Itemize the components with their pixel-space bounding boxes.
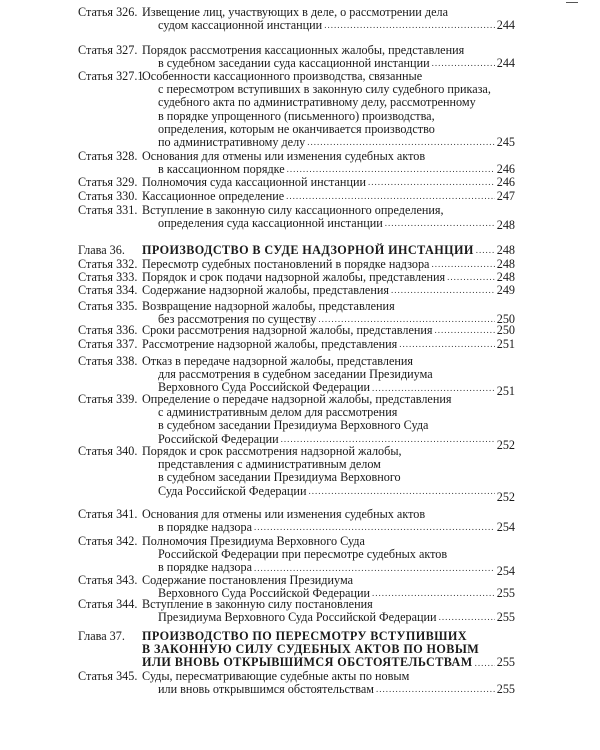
article-number: Статья 337.	[78, 337, 138, 351]
entry-title-line: Полномочия Президиума Верховного Суда	[142, 534, 365, 548]
page-number: 255	[496, 682, 515, 697]
article-entry	[78, 284, 515, 297]
entry-title-line: Сроки рассмотрения надзорной жалобы, представления	[142, 323, 433, 337]
page-number: 248	[496, 218, 515, 233]
entry-title-line: ПРОИЗВОДСТВО ПО ПЕРЕСМОТРУ ВСТУПИВШИХ	[142, 629, 468, 643]
dot-leader	[447, 271, 495, 284]
entry-title-line: ИЛИ ВНОВЬ ОТКРЫВШИМСЯ ОБСТОЯТЕЛЬСТВАМ	[142, 655, 473, 670]
chapter-entry	[78, 244, 515, 257]
dot-leader	[254, 521, 495, 534]
entry-title-line: Определение о передаче надзорной жалобы, представления	[142, 392, 452, 406]
article-number: Статья 344.	[78, 597, 138, 611]
article-entry	[78, 338, 515, 351]
page-number: 248	[496, 270, 515, 284]
page-number: 246	[496, 175, 515, 189]
article-entry	[78, 324, 515, 337]
entry-title-line: Вступление в законную силу постановления	[142, 597, 373, 611]
page-number: 252	[496, 437, 515, 452]
entry-title-line: в порядке надзора	[158, 560, 253, 575]
entry-title-line: с административным делом для рассмотрения	[158, 405, 398, 420]
entry-title-line: по административному делу	[158, 135, 306, 150]
dot-leader	[376, 683, 495, 696]
page-number: 254	[496, 564, 515, 579]
article-number: Статья 331.	[78, 203, 138, 217]
page-number: 254	[496, 520, 515, 535]
entry-title-line: В ЗАКОННУЮ СИЛУ СУДЕБНЫХ АКТОВ ПО НОВЫМ	[142, 642, 480, 657]
article-number: Статья 326.	[78, 5, 138, 19]
page-number: 246	[496, 162, 515, 177]
entry-title-line: Порядок и срок подачи надзорной жалобы, представления	[142, 270, 446, 284]
entry-title-line: Отказ в передаче надзорной жалобы, представления	[142, 354, 414, 368]
article-number: Статья 345.	[78, 669, 138, 683]
page-number: 255	[496, 610, 515, 625]
page-number: 245	[496, 135, 515, 150]
page-number: 252	[496, 489, 515, 504]
article-entry	[78, 203, 515, 233]
article-entry	[78, 534, 515, 579]
page-corner-rule	[566, 2, 578, 3]
article-number: Статья 328.	[78, 149, 138, 163]
entry-title-line: Содержание надзорной жалобы, представления	[142, 283, 389, 297]
entry-title-line: судебного акта по административному делу, рассмотренному	[158, 95, 476, 110]
dot-leader	[308, 485, 494, 498]
article-number: Статья 329.	[78, 175, 138, 189]
article-entry	[78, 444, 515, 504]
entry-title-line: в порядке упрощенного (письменного) производства,	[158, 108, 435, 123]
entry-title-line: определения суда кассационной инстанции	[158, 216, 383, 231]
entry-title-line: Пересмотр судебных постановлений в порядке надзора	[142, 257, 430, 271]
entry-title-line: в судебном заседании Президиума Верховного Суда	[158, 418, 429, 433]
article-entry	[78, 44, 515, 70]
entry-title-line: Особенности кассационного производства, связанные	[142, 69, 423, 83]
article-number: Статья 332.	[78, 257, 138, 271]
chapter-entry	[78, 630, 515, 670]
entry-title-line: или вновь открывшимся обстоятельствам	[158, 682, 374, 697]
dot-leader	[435, 324, 495, 337]
dot-leader	[286, 190, 495, 203]
entry-title-line: без рассмотрения по существу	[158, 312, 317, 327]
entry-title-line: Извещение лиц, участвующих в деле, о рассмотрении дела	[142, 5, 448, 19]
dot-leader	[439, 611, 495, 624]
page-number: 251	[496, 337, 515, 351]
page-number: 251	[496, 384, 515, 399]
dot-leader	[476, 244, 495, 257]
entry-title-line: Порядок рассмотрения кассационных жалобы, представления	[142, 43, 465, 57]
article-number: Статья 333.	[78, 270, 138, 284]
entry-title-line: в судебном заседании Президиума Верховного	[158, 470, 401, 485]
article-number: Статья 327.	[78, 43, 138, 57]
article-entry	[78, 598, 515, 624]
chapter-number: Глава 37.	[78, 629, 125, 643]
article-number: Статья 338.	[78, 354, 138, 368]
page-number: 255	[496, 586, 515, 601]
article-entry	[78, 670, 515, 696]
entry-title-line: с пересмотром вступивших в законную силу судебного приказа,	[158, 82, 491, 97]
dot-leader	[307, 136, 494, 149]
entry-title-line: Российской Федерации при пересмотре судебных актов	[158, 547, 448, 562]
entry-title-line: Полномочия суда кассационной инстанции	[142, 175, 367, 189]
article-entry	[78, 176, 515, 189]
dot-leader	[324, 19, 495, 32]
page-number: 248	[496, 257, 515, 271]
article-entry	[78, 508, 515, 534]
page-number: 249	[496, 283, 515, 297]
article-entry	[78, 190, 515, 203]
article-number: Статья 339.	[78, 392, 138, 406]
entry-title-line: Суды, пересматривающие судебные акты по новым	[142, 669, 410, 683]
dot-leader	[475, 657, 495, 670]
article-number: Статья 336.	[78, 323, 138, 337]
page-number: 250	[496, 323, 515, 337]
page-number: 248	[496, 243, 515, 257]
entry-title-line: для рассмотрения в судебном заседании Президиума	[158, 367, 433, 382]
article-entry	[78, 70, 515, 149]
article-entry	[78, 150, 515, 176]
entry-title-line: Президиума Верховного Суда Российской Федерации	[158, 610, 437, 625]
article-entry	[78, 6, 515, 32]
entry-title-line: Вступление в законную силу кассационного определения,	[142, 203, 444, 217]
entry-title-line: Содержание постановления Президиума	[142, 573, 354, 587]
page-number: 255	[496, 655, 515, 670]
entry-title-line: судом кассационной инстанции	[158, 18, 323, 33]
page-number: 247	[496, 189, 515, 203]
dot-leader	[368, 176, 495, 189]
entry-title-line: Порядок и срок рассмотрения надзорной жалобы,	[142, 444, 402, 458]
article-number: Статья 340.	[78, 444, 138, 458]
dot-leader	[391, 284, 495, 297]
entry-title-line: Рассмотрение надзорной жалобы, представления	[142, 337, 398, 351]
page-number: 244	[496, 18, 515, 33]
entry-title-line: Кассационное определение	[142, 189, 285, 203]
article-number: Статья 335.	[78, 299, 138, 313]
article-number: Статья 342.	[78, 534, 138, 548]
dot-leader	[385, 217, 495, 230]
article-number: Статья 343.	[78, 573, 138, 587]
entry-title-line: в кассационном порядке	[158, 162, 285, 177]
dot-leader	[399, 338, 495, 351]
entry-title-line: в судебном заседании суда кассационной инстанции	[158, 56, 430, 71]
page-number: 250	[496, 312, 515, 327]
article-number: Статья 327.1.	[78, 69, 147, 83]
entry-title-line: Основания для отмены или изменения судебных актов	[142, 507, 426, 521]
article-number: Статья 330.	[78, 189, 138, 203]
entry-title-line: Суда Российской Федерации	[158, 483, 307, 498]
entry-title-line: ПРОИЗВОДСТВО В СУДЕ НАДЗОРНОЙ ИНСТАНЦИИ	[142, 243, 474, 257]
page-number: 244	[496, 56, 515, 71]
chapter-number: Глава 36.	[78, 243, 125, 257]
entry-title-line: представления с административным делом	[158, 457, 381, 472]
article-number: Статья 334.	[78, 283, 138, 297]
entry-title-line: Возвращение надзорной жалобы, представления	[142, 299, 395, 313]
dot-leader	[432, 57, 495, 70]
entry-title-line: Верховного Суда Российской Федерации	[158, 586, 371, 601]
entry-title-line: Верховного Суда Российской Федерации	[158, 380, 371, 395]
article-number: Статья 341.	[78, 507, 138, 521]
entry-title-line: в порядке надзора	[158, 520, 253, 535]
entry-title-line: Основания для отмены или изменения судебных актов	[142, 149, 426, 163]
entry-title-line: Российской Федерации	[158, 431, 279, 446]
entry-title-line: определения, которым не оканчивается производство	[158, 121, 435, 136]
